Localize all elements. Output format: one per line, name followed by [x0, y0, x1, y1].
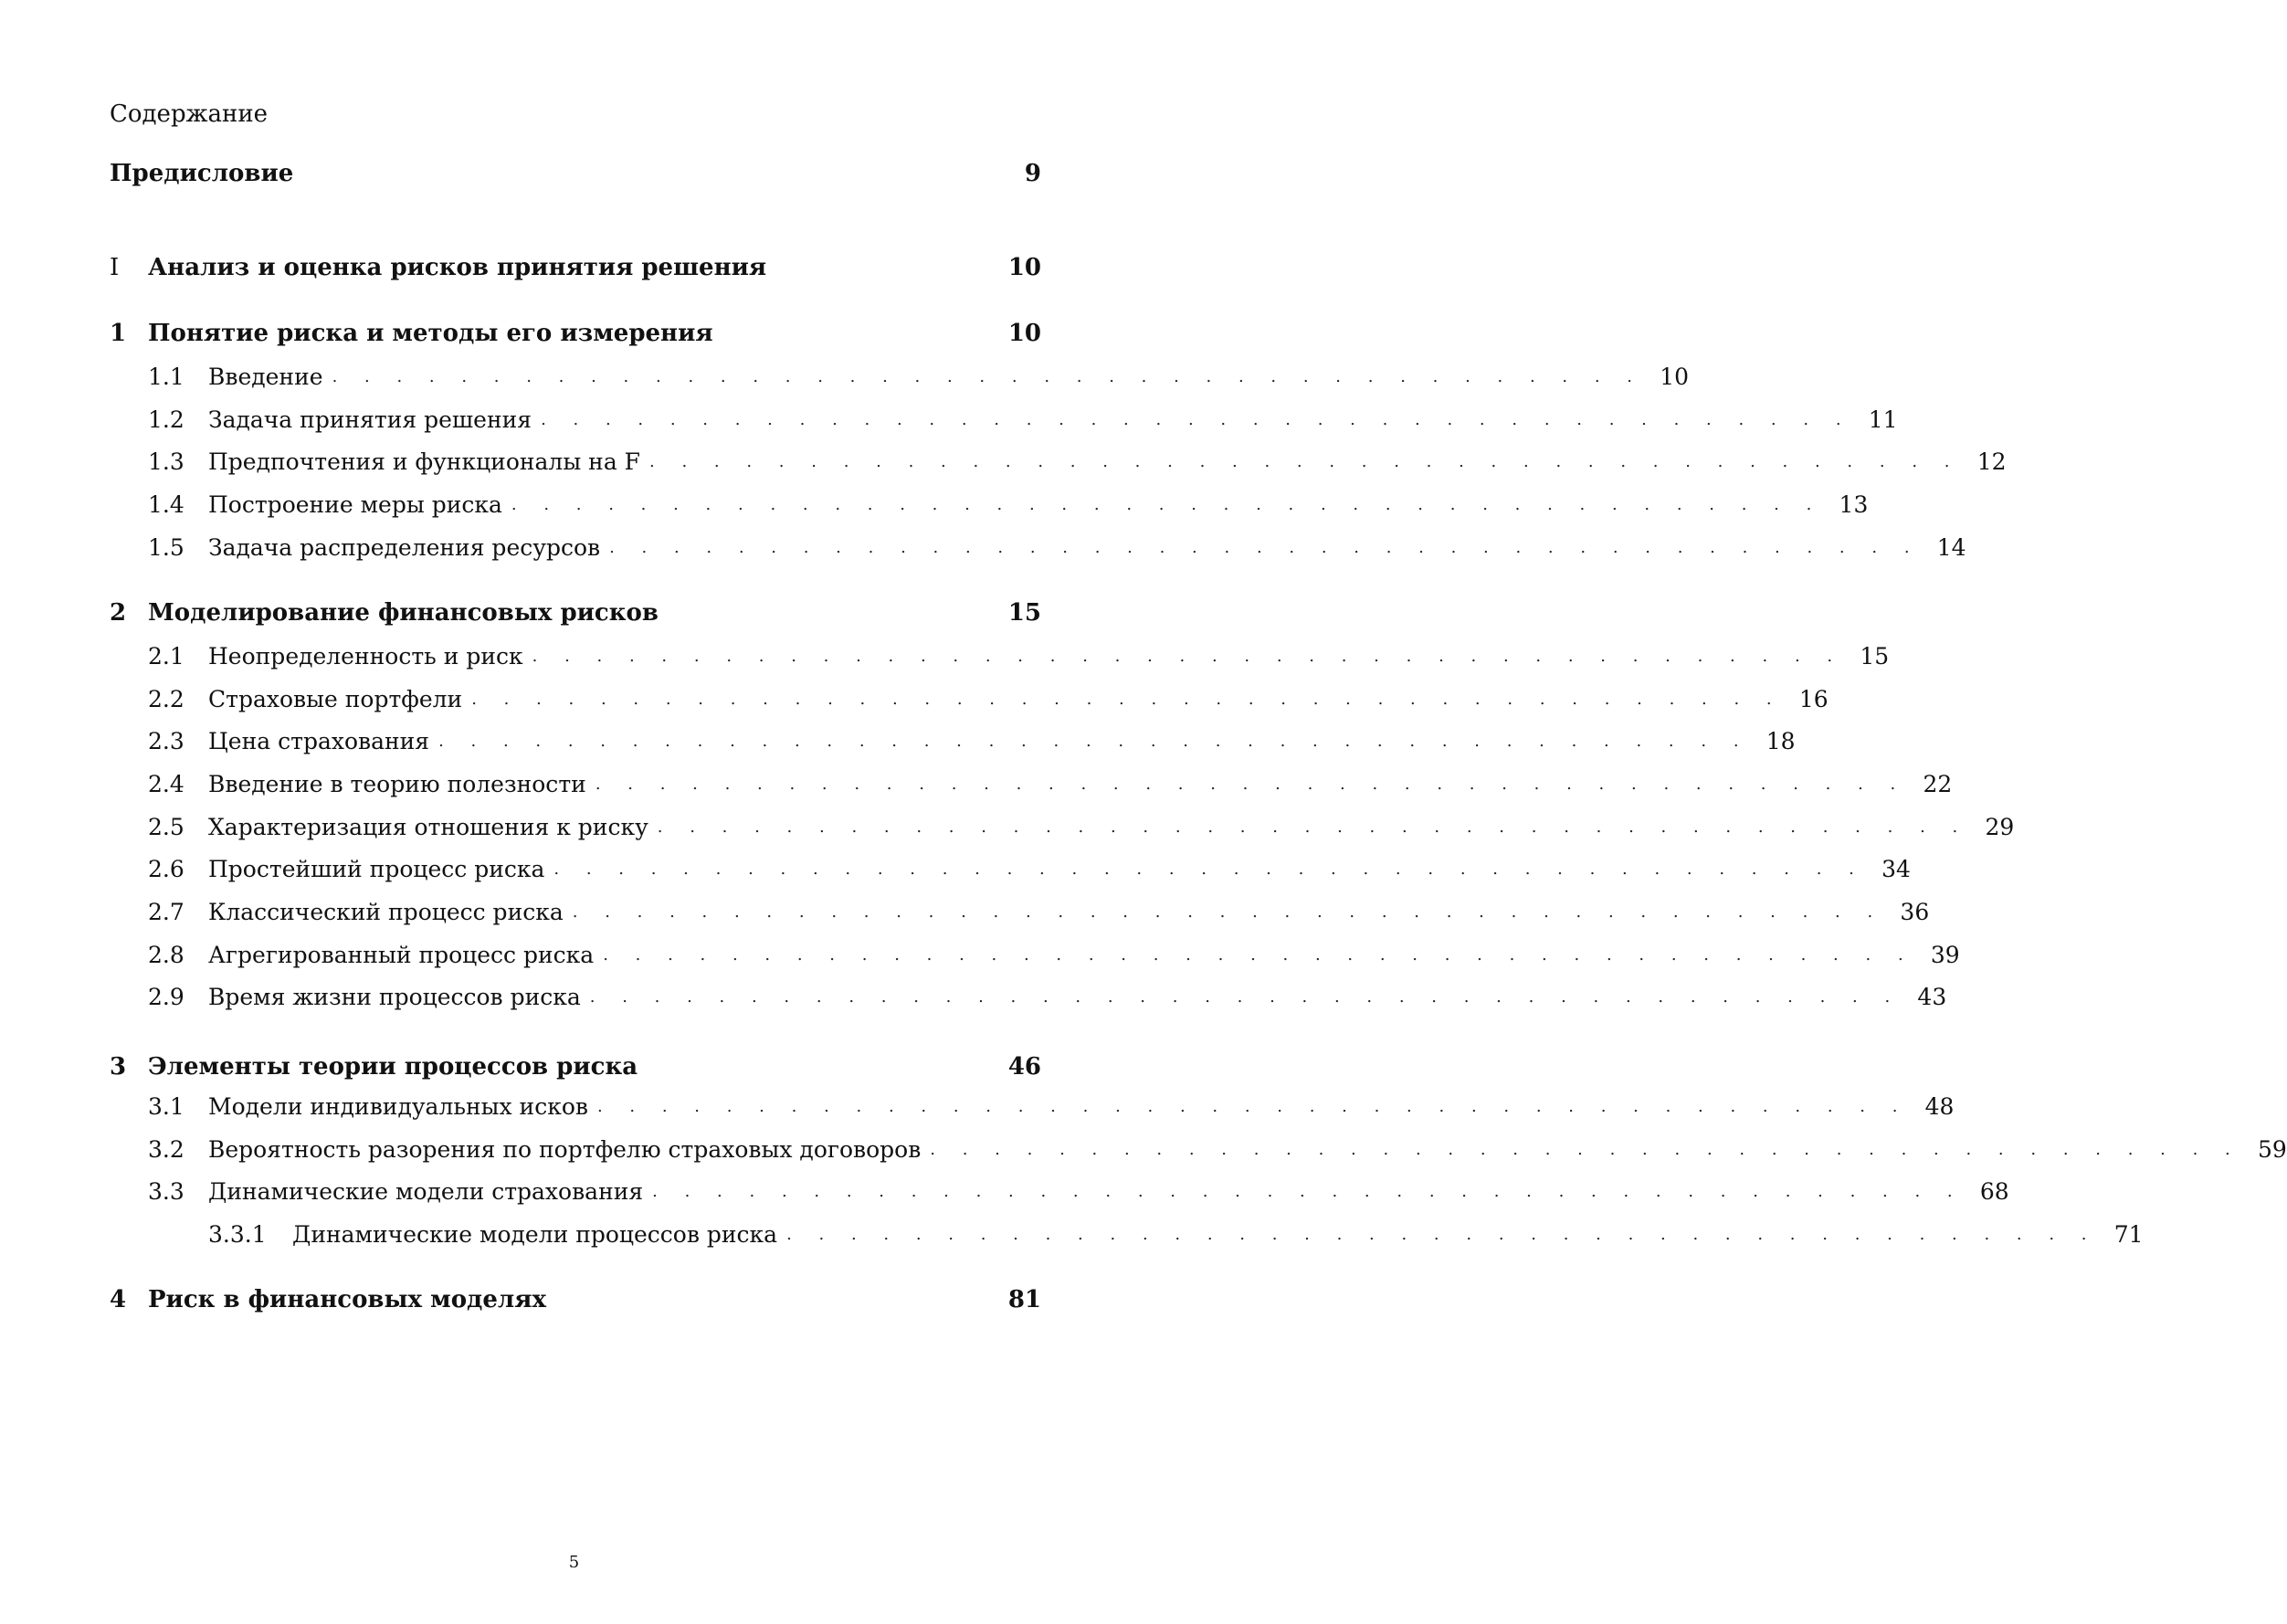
toc-title: Введение в теорию полезности [208, 770, 586, 797]
toc-section-2-5[interactable] [148, 808, 2015, 845]
toc-page: 71 [2113, 1220, 2144, 1248]
toc-page: 10 [1660, 363, 1690, 390]
toc-page: 39 [1930, 941, 1960, 968]
contents-heading: Содержание [110, 100, 269, 128]
toc-number: 2.1 [148, 642, 184, 670]
toc-leader: . . . . . . . . . . . . . . . . . . . . . . . . . . . . . . . . . . . . . . . . . [589, 986, 1902, 1007]
toc-leader: . . . . . . . . . . . . . . . . . . . . . . . . . . . . . . . . . . . . . . . . . [609, 537, 1921, 557]
toc-section-1-4[interactable] [148, 486, 1869, 522]
page-number-footer: 5 [568, 1553, 580, 1572]
toc-number: 2.7 [148, 898, 184, 925]
toc-leader: . . . . . . . . . . . . . . . . . . . . . . . . . . . . . . . . . . . . . . . . . [657, 817, 1969, 837]
toc-leader: . . . . . . . . . . . . . . . . . . . . . . . . . . . . . . . . . . . . . . . . . [471, 689, 1783, 709]
toc-page: 11 [1868, 406, 1898, 433]
toc-section-2-2[interactable] [148, 680, 1829, 717]
toc-part-1[interactable] [110, 249, 1041, 286]
toc-leader: . . . . . . . . . . . . . . . . . . . . . . . . . . . . . . . . . . . . . . . . . [541, 409, 1852, 429]
toc-leader: . . . . . . . . . . . . . . . . . . . . . . . . . . . . . . . . . . . . . . . . . [511, 494, 1823, 514]
toc-page: 10 [1007, 254, 1041, 281]
toc-number: 2.5 [148, 813, 184, 840]
toc-title: Динамические модели процессов риска [292, 1220, 778, 1248]
toc-leader: . . . . . . . . . . . . . . . . . . . . . . . . . . . . . . . . . . . . . . . . . [603, 944, 1914, 965]
toc-number: 4 [110, 1286, 127, 1313]
toc-number: 3.3.1 [208, 1220, 267, 1248]
toc-number: 2.6 [148, 855, 184, 882]
toc-section-1-5[interactable] [148, 529, 1966, 565]
toc-leader: . . . . . . . . . . . . . . . . . . . . . . . . . . . . . . . . . . . . . . . . . [532, 646, 1844, 666]
toc-number: 1.2 [148, 406, 184, 433]
toc-chapter-4[interactable] [110, 1281, 1041, 1318]
toc-section-3-3[interactable] [148, 1173, 2009, 1209]
toc-title: Вероятность разорения по портфелю страховых договоров [208, 1135, 922, 1163]
toc-page: 36 [1900, 898, 1930, 925]
toc-number: 2.2 [148, 685, 184, 712]
toc-number: 1.3 [148, 448, 184, 475]
toc-leader: . . . . . . . . . . . . . . . . . . . . . . . . . . . . . . . . . . . . . . . . . [652, 1181, 1964, 1201]
toc-number: 3.2 [148, 1135, 184, 1163]
toc-title: Время жизни процессов риска [208, 983, 581, 1010]
toc-page: 59 [2257, 1135, 2287, 1163]
toc-leader: . . . . . . . . . . . . . . . . . . . . . . . . . . . . . . . . . . . . . . . . . [553, 859, 1865, 879]
toc-title: Предпочтения и функционалы на F [208, 448, 641, 475]
toc-leader: . . . . . . . . . . . . . . . . . . . . . . . . . . . . . . . . . . . . . . . . . [332, 366, 1644, 386]
toc-page: 16 [1798, 685, 1829, 712]
toc-section-2-4[interactable] [148, 765, 1953, 802]
toc-page: 81 [1007, 1286, 1041, 1313]
toc-section-2-9[interactable] [148, 978, 1947, 1015]
toc-title: Характеризация отношения к риску [208, 813, 648, 840]
toc-chapter-2[interactable] [110, 595, 1041, 631]
toc-page: 43 [1917, 983, 1947, 1010]
toc-section-2-8[interactable] [148, 936, 1960, 973]
toc-page: 15 [1007, 599, 1041, 627]
toc-title: Страховые портфели [208, 685, 463, 712]
toc-page: 9 [1024, 160, 1041, 187]
toc-leader: . . . . . . . . . . . . . . . . . . . . . . . . . . . . . . . . . . . . . . . . . [438, 731, 1750, 751]
toc-section-2-7[interactable] [148, 893, 1930, 930]
toc-preface[interactable] [110, 155, 1041, 192]
toc-title: Модели индивидуальных исков [208, 1092, 588, 1120]
toc-page: 68 [1979, 1177, 2009, 1205]
toc-leader: . . . . . . . . . . . . . . . . . . . . . . . . . . . . . . . . . . . . . . . . . [596, 1096, 1909, 1116]
toc-section-2-1[interactable] [148, 638, 1890, 674]
toc-page: 48 [1924, 1092, 1955, 1120]
toc-section-2-3[interactable] [148, 722, 1796, 759]
toc-chapter-1[interactable] [110, 315, 1041, 352]
toc-number: 2.4 [148, 770, 184, 797]
toc-subsection-3-3-1[interactable] [208, 1216, 2144, 1252]
toc-page: 14 [1936, 533, 1966, 561]
toc-page: 10 [1007, 320, 1041, 347]
toc-number: I [110, 254, 120, 281]
toc-leader: . . . . . . . . . . . . . . . . . . . . . . . . . . . . . . . . . . . . . . . . . [786, 1224, 2098, 1244]
toc-title: Динамические модели страхования [208, 1177, 644, 1205]
toc-title: Задача распределения ресурсов [208, 533, 601, 561]
toc-number: 1.1 [148, 363, 184, 390]
toc-leader: . . . . . . . . . . . . . . . . . . . . . . . . . . . . . . . . . . . . . . . . . [930, 1139, 2241, 1159]
toc-number: 1 [110, 320, 127, 347]
toc-page: 18 [1765, 727, 1796, 754]
toc-title: Риск в финансовых моделях [148, 1286, 546, 1313]
toc-title: Задача принятия решения [208, 406, 532, 433]
toc-section-1-2[interactable] [148, 401, 1898, 438]
toc-number: 1.4 [148, 490, 184, 518]
toc-number: 3.3 [148, 1177, 184, 1205]
toc-title: Анализ и оценка рисков принятия решения [148, 254, 767, 281]
toc-number: 1.5 [148, 533, 184, 561]
toc-chapter-3[interactable] [110, 1049, 1041, 1085]
toc-page: 12 [1976, 448, 2007, 475]
toc-number: 2 [110, 599, 127, 627]
toc-title: Простейший процесс риска [208, 855, 545, 882]
toc-page: 34 [1881, 855, 1911, 882]
toc-page: 15 [1860, 642, 1890, 670]
toc-title: Понятие риска и методы его измерения [148, 320, 713, 347]
toc-title: Неопределенность и риск [208, 642, 523, 670]
toc-leader: . . . . . . . . . . . . . . . . . . . . . . . . . . . . . . . . . . . . . . . . . [572, 902, 1884, 922]
toc-page: 29 [1985, 813, 2015, 840]
toc-title: Введение [208, 363, 323, 390]
toc-number: 3 [110, 1053, 127, 1081]
toc-section-1-1[interactable] [148, 358, 1690, 395]
toc-title: Классический процесс риска [208, 898, 564, 925]
toc-title: Предисловие [110, 160, 294, 187]
toc-title: Агрегированный процесс риска [208, 941, 595, 968]
toc-leader: . . . . . . . . . . . . . . . . . . . . . . . . . . . . . . . . . . . . . . . . . [649, 451, 1961, 471]
toc-number: 2.3 [148, 727, 184, 754]
toc-number: 3.1 [148, 1092, 184, 1120]
toc-section-3-2[interactable] [148, 1131, 2287, 1167]
toc-title: Элементы теории процессов риска [148, 1053, 638, 1081]
toc-number: 2.9 [148, 983, 184, 1010]
toc-title: Моделирование финансовых рисков [148, 599, 659, 627]
toc-section-2-6[interactable] [148, 850, 1911, 887]
toc-section-1-3[interactable] [148, 443, 2007, 480]
toc-page: 22 [1923, 770, 1953, 797]
toc-page: 46 [1007, 1053, 1041, 1081]
toc-title: Цена страхования [208, 727, 430, 754]
toc-page: 13 [1839, 490, 1869, 518]
toc-number: 2.8 [148, 941, 184, 968]
toc-section-3-1[interactable] [148, 1088, 1955, 1124]
toc-leader: . . . . . . . . . . . . . . . . . . . . . . . . . . . . . . . . . . . . . . . . . [595, 774, 1907, 794]
toc-title: Построение меры риска [208, 490, 502, 518]
